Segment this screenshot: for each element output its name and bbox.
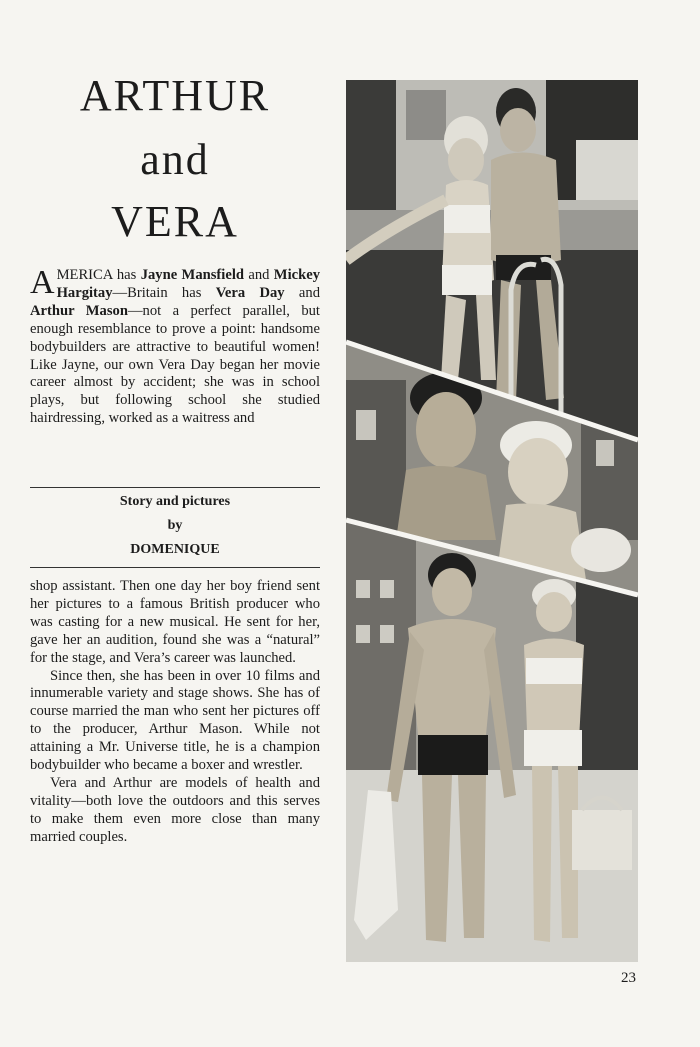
- photo-collage: [346, 80, 638, 962]
- name-jayne-mansfield: Jayne Mansfield: [140, 267, 244, 283]
- title-line-3: VERA: [111, 197, 239, 246]
- intro-text-2: and: [243, 267, 274, 283]
- page-number: 23: [621, 970, 636, 986]
- paragraph-2: Since then, she has been in over 10 films and innumerable variety and stage shows. She has of course married the man who sent her pictures off to the producer, Arthur Mason. While not attaining a Mr. Universe title, he is a champion bodybuilder who became a boxer and wrestler.: [30, 667, 320, 774]
- title-line-1: ARTHUR: [79, 71, 271, 120]
- name-arthur-mason: Arthur Mason: [30, 302, 128, 319]
- intro-paragraph: [30, 264, 320, 428]
- continuation-text: [30, 578, 320, 847]
- drop-cap: A: [30, 264, 55, 301]
- paragraph-1: shop assistant. Then one day her boy friend sent her pictures to a famous British producer who was casting for a new musical. He sent for her, gave her an audition, found she was a “natural” for the stage, and Vera’s career was launched.: [30, 578, 320, 666]
- credit-top-rule: [30, 487, 320, 488]
- credit-author: DOMENIQUE: [130, 542, 220, 557]
- credit-bottom-rule: [30, 567, 320, 568]
- intro-text-1: MERICA has: [56, 267, 141, 283]
- intro-text-3: —Britain has: [112, 284, 216, 301]
- intro-text-5: —not a perfect parallel, but enough resemblance to prove a point: handsome bodybuilders are attractive to beautiful women! Like Jayne, our own Vera Day began her movie career almost by accident; she was in school plays, but following school she studied hairdressing, worked as a waitress and: [30, 302, 320, 427]
- paragraph-3: Vera and Arthur are models of health and vitality—both love the outdoors and this serves to make them even more close than many married couples.: [30, 774, 320, 845]
- title-line-2: and: [140, 135, 210, 184]
- name-mickey-hargitay: Mickey Hargitay: [56, 267, 320, 301]
- intro-text-4: and: [284, 284, 320, 301]
- credit-line-2: by: [167, 518, 183, 533]
- credit-line-1: Story and pictures: [119, 494, 231, 509]
- name-vera-day: Vera Day: [215, 284, 285, 301]
